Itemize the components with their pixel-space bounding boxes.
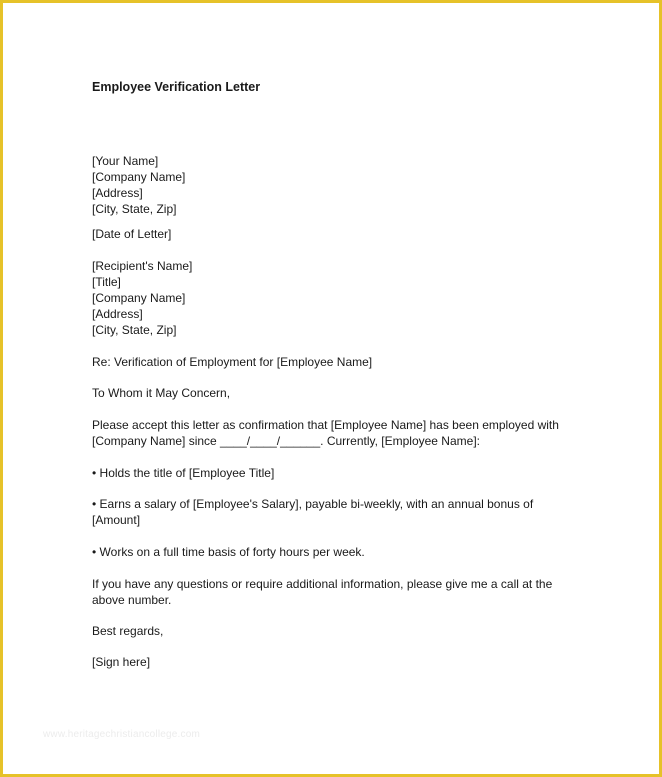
bullet-salary-line: • Earns a salary of [Employee's Salary], payable bi-weekly, with an annual bonus of	[92, 497, 534, 511]
closing-line: above number.	[92, 593, 172, 607]
closing-paragraph	[92, 576, 592, 608]
sender-name: [Your Name]	[92, 154, 159, 168]
bullet-title: • Holds the title of [Employee Title]	[92, 466, 275, 480]
subject-line: Re: Verification of Employment for [Employee Name]	[92, 355, 373, 369]
recipient-city-state-zip: [City, State, Zip]	[92, 323, 177, 337]
intro-paragraph	[92, 417, 592, 449]
signature-placeholder: [Sign here]	[92, 655, 151, 669]
complimentary-close: Best regards,	[92, 624, 164, 638]
sender-company: [Company Name]	[92, 170, 186, 184]
bullet-salary	[92, 496, 592, 528]
recipient-address: [Address]	[92, 307, 143, 321]
recipient-title: [Title]	[92, 275, 121, 289]
letter-date: [Date of Letter]	[92, 227, 172, 241]
recipient-company: [Company Name]	[92, 291, 186, 305]
bullet-hours: • Works on a full time basis of forty hours per week.	[92, 545, 365, 559]
letter-title: Employee Verification Letter	[92, 80, 261, 94]
salutation: To Whom it May Concern,	[92, 386, 231, 400]
recipient-address-block	[92, 258, 592, 338]
watermark: www.heritagechristiancollege.com	[43, 729, 201, 740]
intro-line: [Company Name] since ____/____/______. Currently, [Employee Name]:	[92, 434, 480, 448]
recipient-name: [Recipient's Name]	[92, 259, 193, 273]
sender-city-state-zip: [City, State, Zip]	[92, 202, 177, 216]
sender-address-block	[92, 153, 592, 217]
letter-page	[92, 73, 592, 670]
closing-line: If you have any questions or require additional information, please give me a call at the	[92, 577, 553, 591]
bullet-salary-line: [Amount]	[92, 513, 141, 527]
intro-line: Please accept this letter as confirmation that [Employee Name] has been employed with	[92, 418, 559, 432]
sender-address: [Address]	[92, 186, 143, 200]
